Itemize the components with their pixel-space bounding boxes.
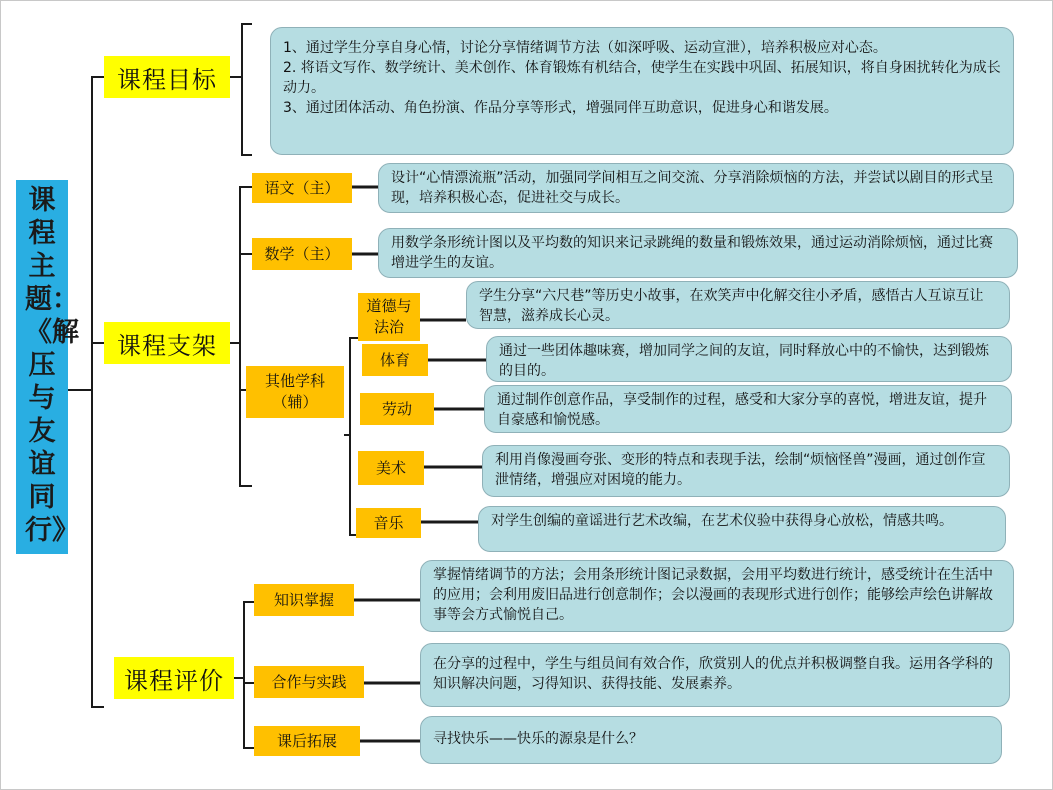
goals-line: 1、通过学生分享自身心情，讨论分享情绪调节方法（如深呼吸、运动宣泄），培养积极应对心态。 (283, 40, 887, 56)
cooperation-description: 在分享的过程中，学生与组员间有效合作，欣赏别人的优点并积极调整自我。运用各学科的知识解决问题，习得知识、获得技能、发展素养。 (420, 643, 1010, 707)
cooperation-node: 合作与实践 (254, 666, 364, 698)
music-node: 音乐 (356, 508, 421, 538)
chinese-description: 设计“心情漂流瓶”活动，加强同学间相互之间交流、分享消除烦恼的方法，并尝试以剧目的形式呈现，培养积极心态，促进社交与成长。 (378, 163, 1014, 213)
other-subjects-node: 其他学科（辅） (246, 366, 344, 418)
music-description: 对学生创编的童谣进行艺术改编，在艺术仪验中获得身心放松，情感共鸣。 (478, 506, 1006, 552)
extension-node: 课后拓展 (254, 726, 360, 756)
evaluation-node: 课程评价 (114, 657, 234, 699)
knowledge-node: 知识掌握 (254, 584, 354, 616)
course-theme (16, 180, 79, 554)
pe-node: 体育 (362, 344, 428, 376)
goals-line: 3、通过团体活动、角色扮演、作品分享等形式，增强同伴互助意识，促进身心和谐发展。 (283, 100, 838, 116)
art-node: 美术 (358, 451, 424, 485)
goals-line: 2. 将语文写作、数学统计、美术创作、体育锻炼有机结合，使学生在实践中巩固、拓展知识，将自身困扰转化为成长动力。 (283, 60, 1001, 96)
course-theme-text: 课程主题：《解压与友谊同行》 (25, 185, 79, 546)
art-description: 利用肖像漫画夸张、变形的特点和表现手法，绘制“烦恼怪兽”漫画，通过创作宣泄情绪，增强应对困境的能力。 (482, 445, 1010, 497)
morality-law-description: 学生分享“六尺巷”等历史小故事，在欢笑声中化解交往小矛盾，感悟古人互谅互让智慧，滋养成长心灵。 (466, 281, 1010, 329)
math-description: 用数学条形统计图以及平均数的知识来记录跳绳的数量和锻炼效果，通过运动消除烦恼，通过比赛增进学生的友谊。 (378, 228, 1018, 278)
framework-node: 课程支架 (104, 322, 230, 364)
pe-description: 通过一些团体趣味赛，增加同学之间的友谊，同时释放心中的不愉快，达到锻炼的目的。 (486, 336, 1012, 382)
goals-node: 课程目标 (104, 56, 230, 98)
goals-description (270, 27, 1014, 155)
knowledge-description: 掌握情绪调节的方法；会用条形统计图记录数据，会用平均数进行统计，感受统计在生活中的应用；会利用废旧品进行创意制作；会以漫画的表现形式进行创作；能够绘声绘色讲解故事等会方式愉悦自己。 (420, 560, 1014, 632)
math-node: 数学（主） (252, 238, 352, 270)
extension-description: 寻找快乐——快乐的源泉是什么？ (420, 716, 1002, 764)
labor-description: 通过制作创意作品，享受制作的过程，感受和大家分享的喜悦，增进友谊，提升自豪感和愉悦感。 (484, 385, 1012, 433)
morality-law-node: 道德与法治 (358, 293, 420, 341)
chinese-node: 语文（主） (252, 173, 352, 203)
labor-node: 劳动 (360, 393, 434, 425)
